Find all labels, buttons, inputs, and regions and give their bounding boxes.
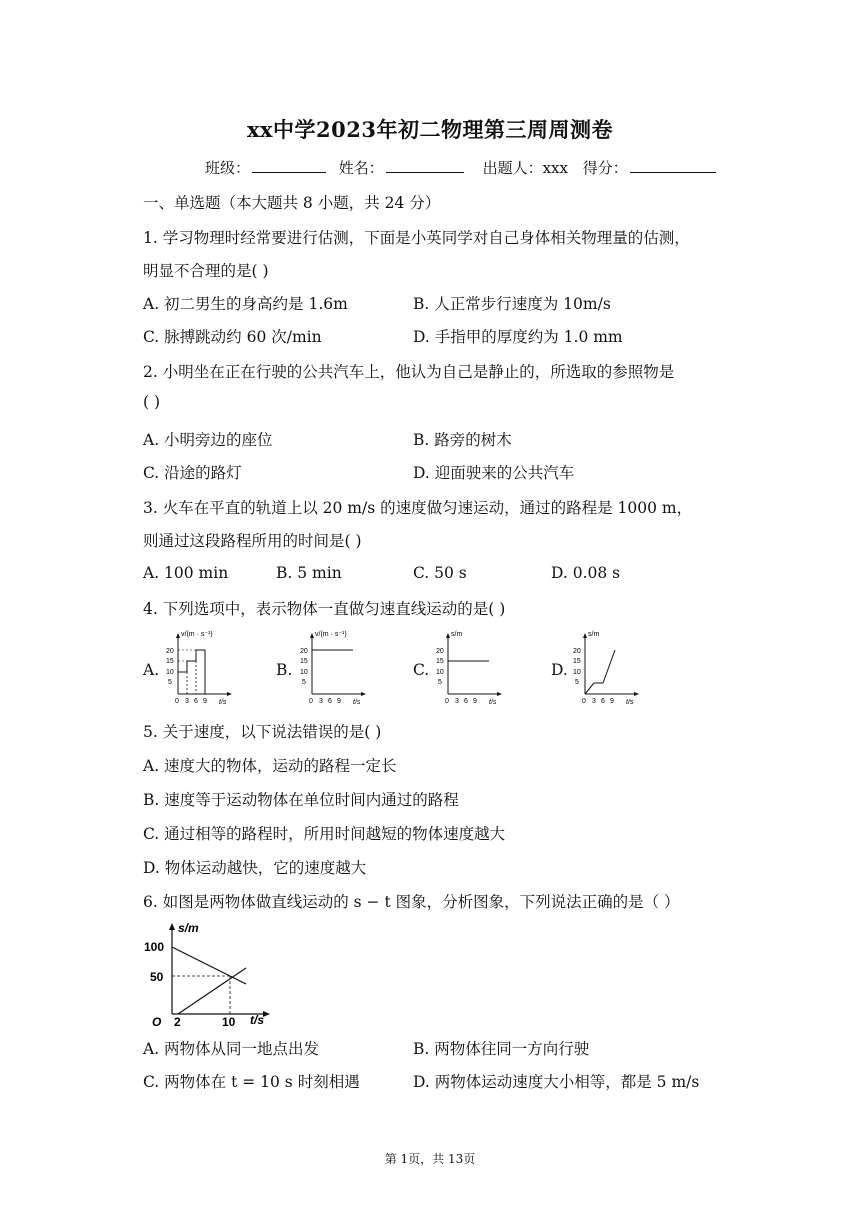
q1-option-c: C. 脉搏跳动约 60 次/min [143, 328, 322, 346]
question-4-stem: 4. 下列选项中，表示物体一直做匀速直线运动的是( ) [143, 600, 506, 618]
score-blank [630, 158, 716, 173]
class-label: 班级： [205, 159, 251, 177]
xtick-6: 6 [194, 698, 198, 705]
ytick-10: 10 [300, 669, 308, 676]
q4-option-a: A. [143, 661, 160, 679]
t-axis-label: t/s [219, 699, 227, 706]
ytick-15: 15 [300, 658, 308, 665]
ytick-5: 5 [438, 679, 442, 686]
xtick-9: 9 [610, 698, 614, 705]
q4-graph-a [163, 628, 241, 708]
question-6-stem: 6. 如图是两物体做直线运动的 s − t 图象，分析图象，下列说法正确的是（ ） [143, 893, 680, 911]
q4-option-c: C. [413, 661, 430, 679]
class-blank [252, 158, 326, 173]
q5-option-a: A. 速度大的物体，运动的路程一定长 [143, 757, 397, 775]
xtick-6: 6 [464, 698, 468, 705]
question-1-stem: 1. 学习物理时经常要进行估测，下面是小英同学对自己身体相关物理量的估测， [143, 229, 690, 247]
question-1-stem-cont: 明显不合理的是( ) [143, 262, 269, 280]
xtick-6: 6 [328, 698, 332, 705]
ytick-20: 20 [300, 648, 308, 655]
q1-option-b: B. 人正常步行速度为 10m/s [413, 295, 611, 313]
q2-option-d: D. 迎面驶来的公共汽车 [413, 464, 575, 482]
t-axis-label: t/s [353, 699, 361, 706]
q2-option-c: C. 沿途的路灯 [143, 464, 242, 482]
score-label: 得分： [582, 159, 628, 177]
author-label: 出题人：xxx [482, 159, 568, 177]
origin: 0 [175, 698, 179, 705]
ytick-10: 10 [436, 669, 444, 676]
section-heading: 一、单选题（本大题共 8 小题，共 24 分） [143, 194, 441, 212]
xtick-3: 3 [319, 698, 323, 705]
t-axis-label: t/s [626, 699, 634, 706]
xtick-3: 3 [185, 698, 189, 705]
ytick-50: 50 [150, 970, 164, 984]
ytick-10: 10 [166, 669, 174, 676]
s-axis-label: s/m [451, 631, 463, 638]
q3-option-a: A. 100 min [143, 564, 229, 582]
q3-option-b: B. 5 min [276, 564, 342, 582]
origin: 0 [445, 698, 449, 705]
xtick-9: 9 [203, 698, 207, 705]
question-5-stem: 5. 关于速度，以下说法错误的是( ) [143, 723, 382, 741]
v-axis-label: v/(m · s⁻¹) [315, 631, 347, 638]
q6-option-c: C. 两物体在 t = 10 s 时刻相遇 [143, 1073, 360, 1091]
q1-option-d: D. 手指甲的厚度约为 1.0 mm [413, 328, 623, 346]
q1-option-a: A. 初二男生的身高约是 1.6m [143, 295, 348, 313]
ytick-20: 20 [166, 648, 174, 655]
q5-option-d: D. 物体运动越快，它的速度越大 [143, 859, 367, 877]
ytick-15: 15 [166, 658, 174, 665]
origin-label: O [152, 1015, 162, 1028]
xtick-3: 3 [592, 698, 596, 705]
q4-graph-d [570, 628, 648, 708]
ytick-10: 10 [573, 669, 581, 676]
q4-graph-c [433, 628, 511, 708]
s-axis-label: s/m [178, 921, 199, 935]
ytick-5: 5 [302, 679, 306, 686]
ytick-20: 20 [573, 648, 581, 655]
page-title: xx中学2023年初二物理第三周周测卷 [247, 117, 613, 142]
xtick-2: 2 [174, 1015, 181, 1028]
q3-option-d: D. 0.08 s [551, 564, 621, 582]
question-2-stem: 2. 小明坐在正在行驶的公共汽车上，他认为自己是静止的，所选取的参照物是 [143, 363, 675, 381]
q6-option-a: A. 两物体从同一地点出发 [143, 1040, 320, 1058]
q4-option-d: D. [551, 661, 568, 679]
q6-st-graph [140, 918, 280, 1028]
q6-option-d: D. 两物体运动速度大小相等，都是 5 m/s [413, 1073, 700, 1091]
question-3-stem-cont: 则通过这段路程所用的时间是( ) [143, 532, 362, 550]
t-axis-label: t/s [489, 699, 497, 706]
ytick-15: 15 [436, 658, 444, 665]
origin: 0 [582, 698, 586, 705]
question-2-stem-cont: ( ) [143, 393, 161, 411]
ytick-20: 20 [436, 648, 444, 655]
xtick-3: 3 [455, 698, 459, 705]
ytick-5: 5 [168, 679, 172, 686]
xtick-6: 6 [601, 698, 605, 705]
origin: 0 [309, 698, 313, 705]
xtick-9: 9 [473, 698, 477, 705]
s-axis-label: s/m [588, 631, 600, 638]
ytick-15: 15 [573, 658, 581, 665]
q4-option-b: B. [276, 661, 293, 679]
ytick-100: 100 [144, 940, 165, 954]
q5-option-b: B. 速度等于运动物体在单位时间内通过的路程 [143, 791, 459, 809]
question-3-stem: 3. 火车在平直的轨道上以 20 m/s 的速度做匀速运动，通过的路程是 1000 m， [143, 499, 693, 517]
q2-option-a: A. 小明旁边的座位 [143, 431, 273, 449]
name-label: 姓名： [338, 159, 384, 177]
exam-info-row [205, 157, 718, 178]
q6-option-b: B. 两物体往同一方向行驶 [413, 1040, 590, 1058]
q5-option-c: C. 通过相等的路程时，所用时间越短的物体速度越大 [143, 825, 506, 843]
q2-option-b: B. 路旁的树木 [413, 431, 512, 449]
xtick-10: 10 [222, 1015, 236, 1028]
q3-option-c: C. 50 s [413, 564, 467, 582]
ytick-5: 5 [575, 679, 579, 686]
name-blank [386, 158, 464, 173]
page-footer: 第 1页，共 13页 [384, 1152, 476, 1166]
xtick-9: 9 [337, 698, 341, 705]
q4-graph-b [297, 628, 375, 708]
v-axis-label: v/(m · s⁻¹) [181, 631, 213, 638]
t-axis-label: t/s [250, 1013, 265, 1027]
